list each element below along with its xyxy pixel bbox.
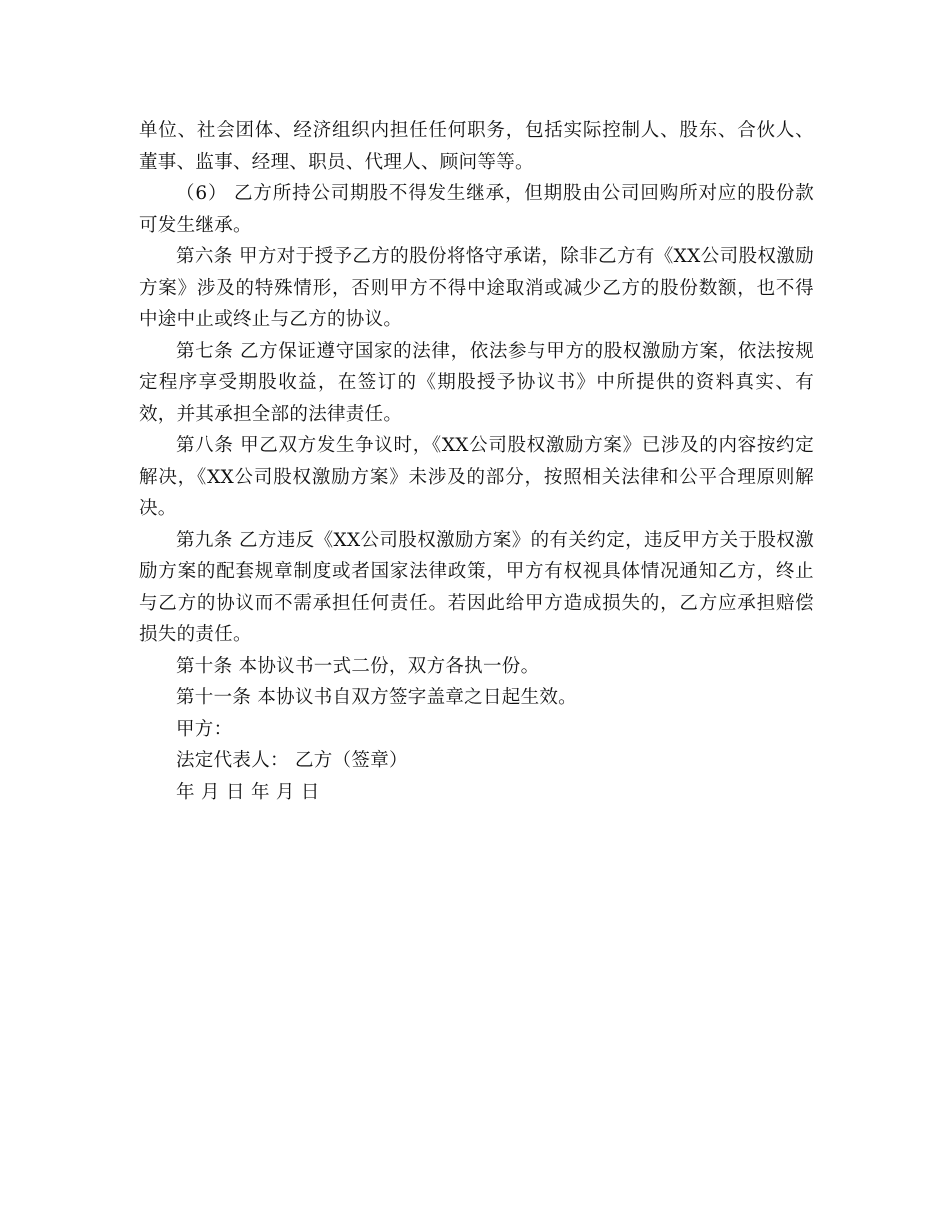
- date-a: 年 月 日: [176, 781, 245, 803]
- paragraph-clause-6: （6） 乙方所持公司期股不得发生继承，但期股由公司回购所对应的股份款可发生继承。: [139, 183, 814, 236]
- date-row: [139, 777, 814, 809]
- signature-party-a: [139, 714, 814, 746]
- date-b: 年 月 日: [250, 781, 320, 803]
- party-a-label: 甲方：: [176, 718, 233, 740]
- paragraph-article-11: 第十一条 本协议书自双方签字盖章之日起生效。: [176, 687, 577, 708]
- legal-rep-label: 法定代表人：: [176, 750, 289, 771]
- paragraph-article-10: 第十条 本协议书一式二份，双方各执一份。: [176, 655, 540, 677]
- paragraph-article-9: 第九条 乙方违反《XX公司股权激励方案》的有关约定，违反甲方关于股权激励方案的配套规章制度或者国家法律政策，甲方有权视具体情况通知乙方，终止与乙方的协议而不需承担任何责任。若因此给甲方造成损失的，乙方应承担赔偿损失的责任。: [139, 529, 814, 645]
- paragraph-article-6: 第六条 甲方对于授予乙方的股份将恪守承诺，除非乙方有《XX公司股权激励方案》涉及的特殊情形，否则甲方不得中途取消或减少乙方的股份数额，也不得中途中止或终止与乙方的协议。: [139, 246, 814, 330]
- party-b-label: 乙方（签章）: [295, 750, 408, 771]
- paragraph-article-7: 第七条 乙方保证遵守国家的法律，依法参与甲方的股权激励方案，依法按规定程序享受期股收益，在签订的《期股授予协议书》中所提供的资料真实、有效，并其承担全部的法律责任。: [139, 340, 814, 425]
- signature-row: [139, 745, 814, 777]
- paragraph-continuation: 单位、社会团体、经济组织内担任任何职务，包括实际控制人、股东、合伙人、董事、监事、经理、职员、代理人、顾问等等。: [139, 120, 814, 173]
- document-body: [139, 115, 814, 808]
- paragraph-article-8: 第八条 甲乙双方发生争议时，《XX公司股权激励方案》已涉及的内容按约定解决，《XX公司股权激励方案》未涉及的部分，按照相关法律和公平合理原则解决。: [139, 435, 814, 519]
